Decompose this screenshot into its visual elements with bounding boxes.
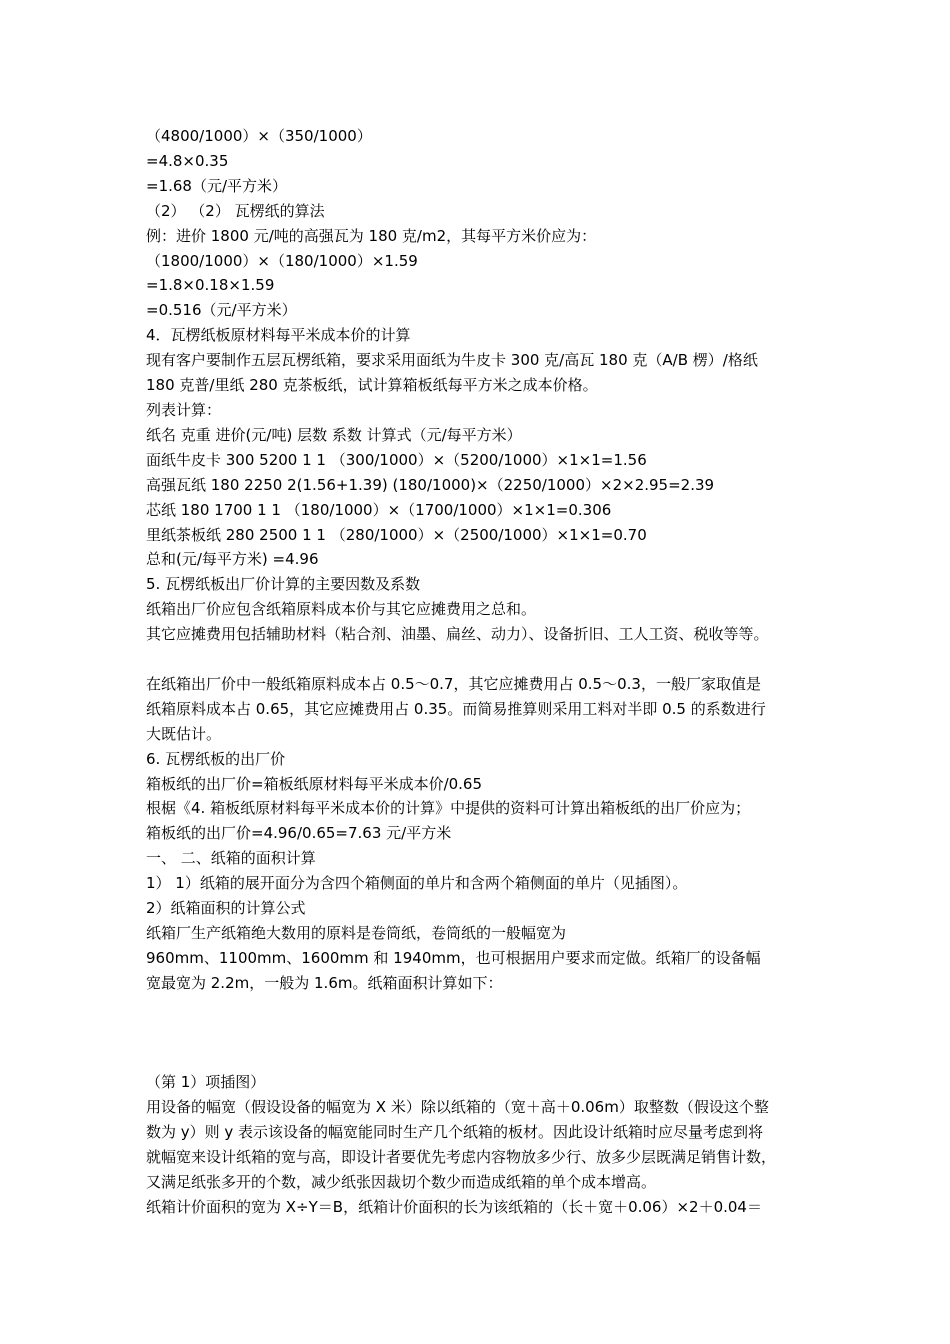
text-line: （1800/1000）×（180/1000）×1.59 bbox=[146, 251, 418, 270]
text-line: 数为 y）则 y 表示该设备的幅宽能同时生产几个纸箱的板材。因此设计纸箱时应尽量考虑到将 bbox=[146, 1123, 764, 1142]
text-line: 面纸牛皮卡 300 5200 1 1 （300/1000）×（5200/1000）×1×1=1.56 bbox=[146, 450, 647, 469]
text-line: 里纸茶板纸 280 2500 1 1 （280/1000）×（2500/1000）×1×1=0.70 bbox=[146, 525, 647, 544]
text-line: 6. 瓦楞纸板的出厂价 bbox=[146, 749, 286, 768]
text-line: 其它应摊费用包括辅助材料（粘合剂、油墨、扁丝、动力）、设备折旧、工人工资、税收等等。 bbox=[146, 625, 769, 644]
section-paper-cost bbox=[146, 124, 826, 647]
text-line: 宽最宽为 2.2m，一般为 1.6m。纸箱面积计算如下： bbox=[146, 973, 503, 992]
text-line: 960mm、1100mm、1600mm 和 1940mm，也可根据用户要求而定做。纸箱厂的设备幅 bbox=[146, 948, 761, 967]
text-line: 纸名 克重 进价(元/吨) 层数 系数 计算式（元/每平方米） bbox=[146, 425, 522, 444]
text-line: 箱板纸的出厂价=箱板纸原材料每平米成本价/0.65 bbox=[146, 774, 483, 793]
text-line: （第 1）项插图） bbox=[146, 1073, 266, 1092]
text-line: 纸箱计价面积的宽为 X÷Y＝B，纸箱计价面积的长为该纸箱的（长＋宽＋0.06）×2＋0.04＝ bbox=[146, 1197, 762, 1216]
text-line: =4.8×0.35 bbox=[146, 151, 229, 170]
section-box-area bbox=[146, 1070, 826, 1219]
text-line: 列表计算： bbox=[146, 400, 222, 419]
text-line: 高强瓦纸 180 2250 2(1.56+1.39) (180/1000)×（2250/1000）×2×2.95=2.39 bbox=[146, 475, 715, 494]
text-line: 在纸箱出厂价中一般纸箱原料成本占 0.5～0.7，其它应摊费用占 0.5～0.3，一般厂家取值是 bbox=[146, 674, 761, 693]
paragraph-gap bbox=[146, 647, 826, 672]
text-line: 2）纸箱面积的计算公式 bbox=[146, 899, 306, 918]
text-line: =0.516（元/平方米） bbox=[146, 301, 297, 320]
text-line: 大既估计。 bbox=[146, 724, 222, 743]
text-line: 一、 二、纸箱的面积计算 bbox=[146, 849, 316, 868]
text-line: 纸箱出厂价应包含纸箱原料成本价与其它应摊费用之总和。 bbox=[146, 600, 537, 619]
text-line: 5. 瓦楞纸板出厂价计算的主要因数及系数 bbox=[146, 575, 421, 594]
text-line: 纸箱厂生产纸箱绝大数用的原料是卷筒纸，卷筒纸的一般幅宽为 bbox=[146, 923, 567, 942]
text-line: 1） 1）纸箱的展开面分为含四个箱侧面的单片和含两个箱侧面的单片（见插图）。 bbox=[146, 874, 688, 893]
figure-placeholder-gap bbox=[146, 996, 826, 1071]
text-line: 180 克普/里纸 280 克茶板纸，试计算箱板纸每平方米之成本价格。 bbox=[146, 376, 598, 395]
text-line: 芯纸 180 1700 1 1 （180/1000）×（1700/1000）×1×1=0.306 bbox=[146, 500, 612, 519]
text-line: 用设备的幅宽（假设设备的幅宽为 X 米）除以纸箱的（宽＋高＋0.06m）取整数（假设这个整 bbox=[146, 1098, 769, 1117]
text-line: =1.8×0.18×1.59 bbox=[146, 276, 275, 295]
text-line: 总和(元/每平方米) =4.96 bbox=[146, 550, 319, 569]
text-line: 根椐《4. 箱板纸原材料每平米成本价的计算》中提供的资料可计算出箱板纸的出厂价应为； bbox=[146, 799, 751, 818]
text-line: 4．瓦楞纸板原材料每平米成本价的计算 bbox=[146, 326, 411, 345]
text-line: 纸箱原料成本占 0.65，其它应摊费用占 0.35。而简易推算则采用工料对半即 0.5 的系数进行 bbox=[146, 699, 766, 718]
text-line: 现有客户要制作五层瓦楞纸箱，要求采用面纸为牛皮卡 300 克/高瓦 180 克（A/B 楞）/格纸 bbox=[146, 351, 758, 370]
text-line: 例：进价 1800 元/吨的高强瓦为 180 克/m2，其每平方米价应为： bbox=[146, 226, 597, 245]
text-line: =1.68（元/平方米） bbox=[146, 176, 288, 195]
text-line: 箱板纸的出厂价=4.96/0.65=7.63 元/平方米 bbox=[146, 824, 452, 843]
document-body bbox=[146, 124, 826, 1220]
text-line: 又满足纸张多开的个数，减少纸张因裁切个数少而造成纸箱的单个成本增高。 bbox=[146, 1173, 657, 1192]
text-line: 就幅宽来设计纸箱的宽与高，即设计者要优先考虑内容物放多少行、放多少层既满足销售计数， bbox=[146, 1148, 777, 1167]
text-line: （4800/1000）×（350/1000） bbox=[146, 127, 372, 145]
section-factory-price bbox=[146, 672, 826, 996]
text-line: （2） （2） 瓦楞纸的算法 bbox=[146, 201, 325, 220]
